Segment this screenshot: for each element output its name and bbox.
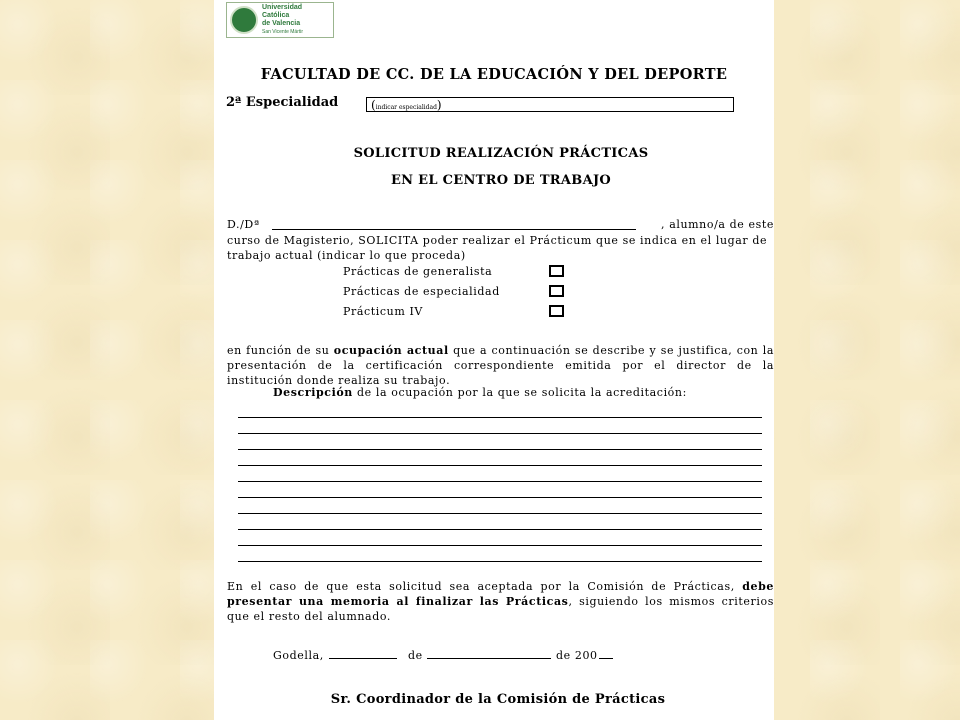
description-line[interactable]	[238, 449, 762, 450]
intro-line-2: curso de Magisterio, SOLICITA poder realizar el Prácticum que se indica en el lugar de	[227, 234, 768, 247]
date-month-line[interactable]	[427, 658, 551, 659]
logo-line-3: de Valencia	[262, 20, 301, 27]
description-line[interactable]	[238, 513, 762, 514]
description-line[interactable]	[238, 545, 762, 546]
intro-line-3: trabajo actual (indicar lo que proceda)	[227, 249, 466, 262]
description-line[interactable]	[238, 433, 762, 434]
description-line[interactable]	[238, 561, 762, 562]
description-line[interactable]	[238, 497, 762, 498]
specialty-placeholder: indicar especialidad	[375, 104, 437, 111]
signoff-recipient: Sr. Coordinador de la Comisión de Prácticas	[330, 692, 666, 707]
description-label: Descripción de la ocupación por la que se solicita la acreditación:	[273, 386, 687, 399]
description-line[interactable]	[238, 529, 762, 530]
faculty-title: FACULTAD DE CC. DE LA EDUCACIÓN Y DEL DEPORTE	[260, 66, 728, 83]
date-year-line[interactable]	[599, 658, 613, 659]
date-de-1: de	[408, 649, 423, 662]
document-page	[214, 0, 774, 720]
specialty-label: 2ª Especialidad	[226, 95, 339, 110]
option-generalista-label: Prácticas de generalista	[343, 265, 493, 278]
student-name-line[interactable]	[272, 229, 636, 230]
description-line[interactable]	[238, 465, 762, 466]
option-practicum-label: Prácticum IV	[343, 305, 423, 318]
option-practicum-checkbox[interactable]	[549, 305, 564, 317]
occupation-bold: ocupación actual	[333, 344, 449, 357]
closing-bold: debe presentar una memoria al finalizar las Prácticas	[227, 580, 774, 608]
logo-line-4: San Vicente Mártir	[262, 29, 304, 35]
logo-line-2: Católica	[262, 12, 290, 19]
closing-paragraph: En el caso de que esta solicitud sea aceptada por la Comisión de Prácticas, debe presentar una memoria al finalizar las Prácticas, siguiendo los mismos criterios que el resto del alumnado.	[227, 580, 774, 623]
form-title-line-2: EN EL CENTRO DE TRABAJO	[390, 173, 612, 188]
option-especialidad-checkbox[interactable]	[549, 285, 564, 297]
description-line[interactable]	[238, 481, 762, 482]
university-logo	[226, 2, 334, 38]
occupation-paragraph: en función de su ocupación actual que a continuación se describe y se justifica, con la presentación de la certificación correspondiente emitida por el director de la institución donde realiza su trabajo.	[227, 344, 775, 387]
form-title-line-1: SOLICITUD REALIZACIÓN PRÁCTICAS	[353, 146, 649, 161]
date-place: Godella,	[273, 649, 324, 662]
logo-line-1: Universidad	[262, 4, 303, 11]
intro-suffix: , alumno/a de este	[661, 218, 774, 231]
specialty-field[interactable]: (indicar especialidad)	[366, 97, 734, 112]
option-especialidad-label: Prácticas de especialidad	[343, 285, 500, 298]
description-line[interactable]	[238, 417, 762, 418]
date-de-2: de 200	[556, 649, 598, 662]
intro-prefix: D./Dª	[227, 218, 260, 231]
date-day-line[interactable]	[329, 658, 397, 659]
option-generalista-checkbox[interactable]	[549, 265, 564, 277]
university-seal-icon	[230, 6, 258, 34]
